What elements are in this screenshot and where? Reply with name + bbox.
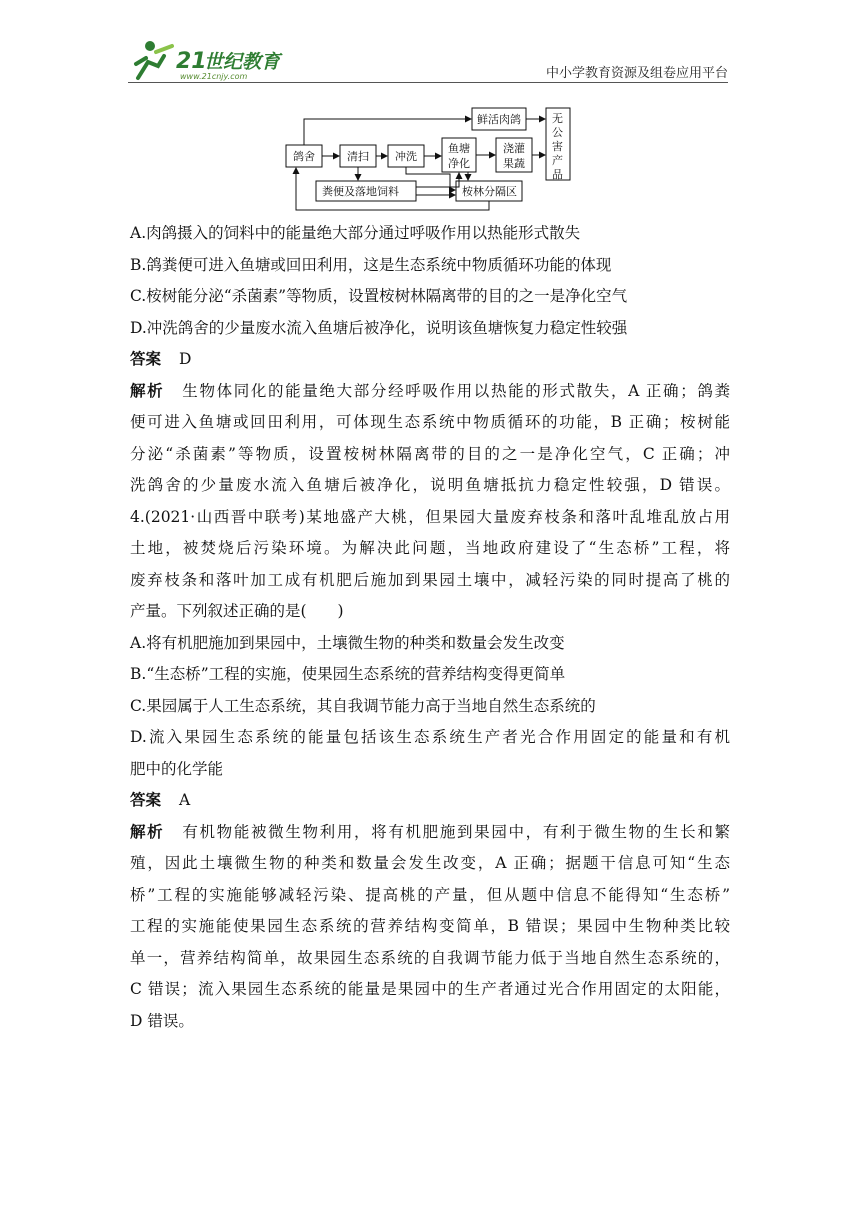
flow-diagram <box>282 104 582 216</box>
q4-stem-line: 土地，被焚烧后污染环境。为解决此问题，当地政府建设了“生态桥”工程，将 <box>130 539 730 557</box>
svg-text:无: 无 <box>552 112 563 125</box>
svg-text:产: 产 <box>552 154 563 167</box>
answer-label: 答案 <box>130 350 162 368</box>
q4-analysis-line: C 错误；流入果园生态系统的能量是果园中的生产者通过光合作用固定的太阳能， <box>130 980 730 998</box>
svg-text:品: 品 <box>552 168 563 181</box>
q4-option-a: A.将有机肥施加到果园中，土壤微生物的种类和数量会发生改变 <box>130 633 565 652</box>
svg-text:鲜活肉鸽: 鲜活肉鸽 <box>477 113 521 126</box>
svg-text:害: 害 <box>552 140 563 153</box>
q3-analysis-line: 解析 生物体同化的能量绝大部分经呼吸作用以热能的形式散失，A 正确；鸽粪 <box>130 381 730 400</box>
svg-text:鱼塘: 鱼塘 <box>448 142 470 155</box>
q4-analysis-line: D 错误。 <box>130 1011 194 1030</box>
answer-label: 答案 <box>130 791 162 809</box>
svg-text:世纪教育: 世纪教育 <box>204 51 281 73</box>
svg-text:公: 公 <box>552 126 563 139</box>
document-body <box>130 218 730 1037</box>
q4-stem-line: 4.(2021·山西晋中联考)某地盛产大桃，但果园大量废弃枝条和落叶乱堆乱放占用 <box>130 507 730 526</box>
svg-text:清扫: 清扫 <box>347 150 369 163</box>
q4-option-b: B.“生态桥”工程的实施，使果园生态系统的营养结构变得更简单 <box>130 665 566 683</box>
answer-value: A <box>179 791 191 809</box>
q3-option-d: D.冲洗鸽舍的少量废水流入鱼塘后被净化，说明该鱼塘恢复力稳定性较强 <box>130 318 628 337</box>
q4-answer <box>130 785 730 817</box>
logo <box>128 38 328 82</box>
q3-option-c: C.桉树能分泌“杀菌素”等物质，设置桉树林隔离带的目的之一是净化空气 <box>130 287 628 305</box>
svg-text:鸽舍: 鸽舍 <box>293 150 315 163</box>
answer-value: D <box>179 350 192 368</box>
svg-text:桉林分隔区: 桉林分隔区 <box>462 185 517 198</box>
svg-text:冲洗: 冲洗 <box>395 150 417 163</box>
q4-stem-line: 废弃枝条和落叶加工成有机肥后施加到果园土壤中，减轻污染的同时提高了桃的 <box>130 570 730 589</box>
q4-stem-line: 产量。下列叙述正确的是( ) <box>130 602 344 620</box>
analysis-label: 解析 <box>130 822 165 841</box>
runner-logo-icon <box>128 38 328 82</box>
svg-text:粪便及落地饲料: 粪便及落地饲料 <box>322 185 399 198</box>
q4-analysis-line: 殖，因此土壤微生物的种类和数量会发生改变，A 正确；据题干信息可知“生态 <box>130 854 730 872</box>
header-divider <box>128 82 728 83</box>
svg-text:净化: 净化 <box>448 157 470 170</box>
svg-text:www.21cnjy.com: www.21cnjy.com <box>180 72 248 81</box>
q3-analysis-line: 分泌“杀菌素”等物质，设置桉树林隔离带的目的之一是净化空气，C 正确；冲 <box>130 444 730 463</box>
q3-analysis-line: 洗鸽舍的少量废水流入鱼塘后被净化，说明鱼塘抵抗力稳定性较强，D 错误。 <box>130 476 730 494</box>
q4-option-d: D.流入果园生态系统的能量包括该生态系统生产者光合作用固定的能量和有机 <box>130 728 730 746</box>
q4-analysis-line: 单一，营养结构简单，故果园生态系统的自我调节能力低于当地自然生态系统的， <box>130 948 730 967</box>
q3-analysis-line: 便可进入鱼塘或回田利用，可体现生态系统中物质循环的功能，B 正确；桉树能 <box>130 413 730 431</box>
q3-answer <box>130 344 730 376</box>
svg-text:果蔬: 果蔬 <box>503 157 525 170</box>
analysis-label: 解析 <box>130 381 165 400</box>
svg-text:浇灌: 浇灌 <box>503 142 525 155</box>
q3-option-b: B.鸽粪便可进入鱼塘或回田利用，这是生态系统中物质循环功能的体现 <box>130 255 612 274</box>
q4-option-c: C.果园属于人工生态系统，其自我调节能力高于当地自然生态系统的 <box>130 696 596 715</box>
q4-analysis-line: 解析 有机物能被微生物利用，将有机肥施到果园中，有利于微生物的生长和繁 <box>130 822 730 841</box>
q4-analysis-line: 桥”工程的实施能够减轻污染、提高桃的产量，但从题中信息不能得知“生态桥” <box>130 885 730 904</box>
page-header <box>128 38 728 82</box>
svg-text:21: 21 <box>176 49 207 74</box>
q4-option-d: 肥中的化学能 <box>130 759 224 778</box>
q3-option-a: A.肉鸽摄入的饲料中的能量绝大部分通过呼吸作用以热能形式散失 <box>130 224 581 242</box>
platform-name: 中小学教育资源及组卷应用平台 <box>545 66 728 81</box>
q4-analysis-line: 工程的实施能使果园生态系统的营养结构变简单，B 错误；果园中生物种类比较 <box>130 917 730 935</box>
